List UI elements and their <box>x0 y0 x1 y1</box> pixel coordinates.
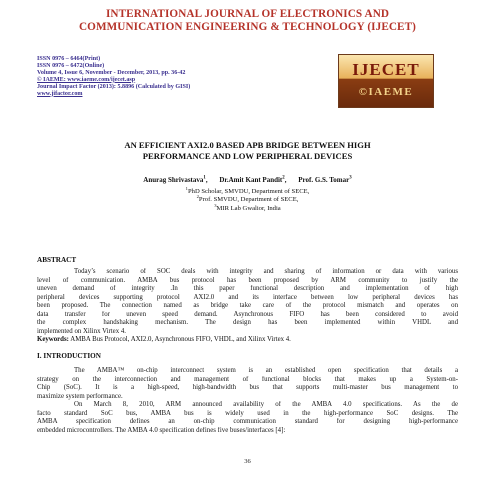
affil-sup: 2 <box>196 194 199 200</box>
abstract-line: been proposed. The connection named as bridge take care of the protocol mismatch and operates on <box>37 302 458 309</box>
abstract-line: data transfer for uneven speed demand. Asynchronous FIFO has been considered to avoid <box>37 310 458 318</box>
issn-online: ISSN 0976 – 6472(Online) <box>37 62 105 69</box>
issn-print: ISSN 0976 – 6464(Print) <box>37 56 101 62</box>
intro-line: AMBA specification defines an on-chip communication standard for designing high-performance <box>37 418 458 425</box>
affil-sup: 1 <box>185 185 188 191</box>
author-name: Anurag Shrivastava <box>143 176 204 184</box>
keywords-text: AMBA Bus Protocol, AXI2.0, Asynchronous FIFO, VHDL, and Xilinx Virtex 4. <box>68 336 291 343</box>
intro-line: embedded microcontrollers. The AMBA 4.0 specification defines five buses/interfaces [4]: <box>37 426 286 434</box>
abstract-line: the complex handshaking mechanism. The design has been implemented within VHDL and <box>37 319 458 326</box>
affiliations <box>0 185 495 213</box>
paper-title <box>40 140 455 161</box>
author-name: Dr.Amit Kant Pandit <box>219 176 283 184</box>
affil-text: PhD Scholar, SMVDU, Department of SECE, <box>187 188 310 195</box>
intro-line: facto standard SoC bus, AMBA bus is widely used in the high-performance SoC designs. The <box>37 409 458 417</box>
keywords-label: Keywords: <box>37 336 69 343</box>
paper-title-line: AN EFFICIENT AXI2.0 BASED APB BRIDGE BETWEEN HIGH <box>124 140 371 150</box>
intro-line: On March 8, 2010, ARM announced availability of the AMBA 4.0 specifications. As the de <box>74 401 458 408</box>
journal-website-link[interactable]: © IAEME: www.iaeme.com/ijecet.asp <box>37 76 136 83</box>
keywords <box>37 336 291 343</box>
affil-text: MIR Lab Gwalior, India <box>216 204 281 212</box>
abstract-line: peripheral devices supporting protocol AXI2.0 and its interface between low peripheral devices has <box>37 293 458 301</box>
author-sup: 1 <box>203 175 206 181</box>
author-list: Anurag Shrivastava$^1$, Dr.Amit Kant Pandit$^2$, Prof. G.S. Tomar$^3$ <box>143 175 352 184</box>
abstract-line: implemented on Xilinx Virtex 4. <box>37 327 126 335</box>
logo-bottom-text: ©IAEME <box>358 86 414 98</box>
abstract-line: Today’s scenario of SOC deals with integrity and sharing of information or data with various <box>74 268 458 275</box>
volume-info: Volume 4, Issue 6, November - December, 2013, pp. 36-42 <box>37 69 186 76</box>
intro-paragraph-1 <box>37 367 458 401</box>
intro-line: maximize system performance. <box>37 392 123 400</box>
abstract-heading: ABSTRACT <box>37 256 77 264</box>
abstract-body <box>37 268 458 336</box>
jifactor-link[interactable]: www.jifactor.com <box>37 90 83 97</box>
page-number: 36 <box>244 458 251 465</box>
intro-line: strategy on the interconnection and management of functional blocks that makes up a System-on- <box>37 375 458 383</box>
journal-title-line: COMMUNICATION ENGINEERING & TECHNOLOGY (IJECET) <box>78 21 417 33</box>
logo-top-text: IJECET <box>352 60 420 79</box>
journal-logo <box>338 54 434 108</box>
abstract-line: level of communication. AMBA bus protocol has been proposed by ARM community to justify the <box>37 276 458 284</box>
affiliation <box>0 202 495 213</box>
author-name: Prof. G.S. Tomar <box>298 176 350 184</box>
journal-title-line: INTERNATIONAL JOURNAL OF ELECTRONICS AND <box>105 8 390 20</box>
author-sup: 3 <box>349 175 352 181</box>
impact-factor: Journal Impact Factor (2013): 5.8896 (Calculated by GISI) <box>37 83 191 90</box>
journal-title <box>0 8 495 34</box>
affil-text: Prof. SMVDU, Department of SECE, <box>198 196 299 204</box>
journal-meta <box>37 56 337 97</box>
intro-line: Chip (SoC). It is a high-speed, high-bandwidth bus that supports multi-master bus management to <box>37 384 458 391</box>
affiliation <box>0 196 495 204</box>
intro-heading: I. INTRODUCTION <box>37 352 101 360</box>
affil-sup: 3 <box>214 202 217 208</box>
author-sup: 2 <box>282 175 285 181</box>
intro-line: The AMBA™ on-chip interconnect system is an established open specification that details a <box>74 367 458 374</box>
intro-paragraph-2 <box>37 401 458 435</box>
paper-title-line: PERFORMANCE AND LOW PERIPHERAL DEVICES <box>142 150 353 161</box>
abstract-line: uneven demand of integrity .In this paper functional description and implementation of high <box>37 285 458 292</box>
